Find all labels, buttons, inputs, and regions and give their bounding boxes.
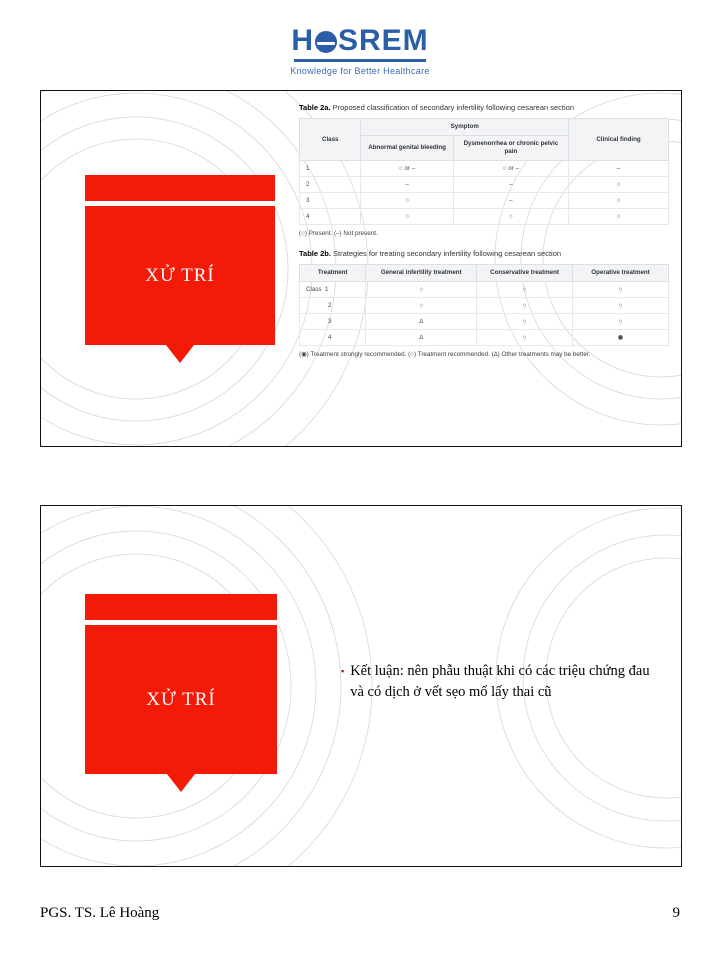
table-row [300,282,669,298]
cell: ○ [573,298,669,314]
table-2a [299,118,669,225]
cell: ○ [477,298,573,314]
cell: 2 [300,177,361,193]
cell: ○ [453,209,568,225]
logo-text-right: SREM [337,24,429,57]
table-row [300,298,669,314]
cell: ○ [477,330,573,346]
cell: – [453,193,568,209]
cell: 3 [300,314,366,330]
cell: – [361,177,453,193]
cell: 2 [300,298,366,314]
table-2a-header-clinical: Clinical finding [569,119,669,161]
table-2b-caption-label: Table 2b. [299,249,331,259]
footer-author: PGS. TS. Lê Hoàng [40,905,160,921]
page-footer [40,905,680,922]
table-2a-caption-text: Proposed classification of secondary infertility following cesarean section [330,103,575,112]
cell: ○ or – [361,161,453,177]
hosrem-logo [291,26,428,62]
cell-class-1 [300,282,366,298]
slide-2-title-banner [85,594,277,774]
cell: ○ [477,314,573,330]
table-2a-header-symptom: Symptom [361,119,569,136]
cell: – [453,177,568,193]
table-2b [299,264,669,346]
cell: ○ [573,282,669,298]
slide-1-title: XỬ TRÍ [145,264,215,286]
cell: ○ [361,209,453,225]
slide-2-title: XỬ TRÍ [146,688,216,710]
banner-body [85,206,275,345]
slide-1-figure [299,103,669,370]
logo-text-left: H [291,24,314,57]
logo-underline [294,59,426,62]
table-2b-header-general: General infertility treatment [366,265,477,282]
table-row [300,330,669,346]
cell: 4 [300,209,361,225]
bullet-square-icon: ▪ [341,666,345,676]
table-2b-header-operative: Operative treatment [573,265,669,282]
slide-1-banner-tail [166,345,194,363]
slide-2 [40,505,682,867]
table-row [300,314,669,330]
cell: 1 [300,161,361,177]
banner-top-bar [85,175,275,201]
slide-2-banner-tail [167,774,195,792]
table-2a-caption [299,103,669,113]
cell: ○ [569,193,669,209]
footer-page-number: 9 [672,905,680,921]
table-2b-header-treatment: Treatment [300,265,366,282]
table-row [300,177,669,193]
cell: – [569,161,669,177]
cell: ○ [569,209,669,225]
table-2a-subheader-pain: Dysmenorrhea or chronic pelvic pain [453,136,568,161]
cell: ○ [361,193,453,209]
slide-1 [40,90,682,447]
cell: ∆ [366,330,477,346]
table-2a-caption-label: Table 2a. [299,103,331,112]
cell: ○ [477,282,573,298]
table-2a-header-row [300,119,669,136]
cell: ○ [366,282,477,298]
table-2a-note: (○) Present. (–) Not present. [299,230,378,238]
cell: ○ [366,298,477,314]
bullet-text: Kết luận: nên phẫu thuật khi có các triệu chứng đau và có dịch ở vết sẹo mổ lấy thai cũ [350,663,650,701]
table-2b-header-conservative: Conservative treatment [477,265,573,282]
table-row [300,161,669,177]
slide-2-content [341,661,661,703]
cell: 3 [300,193,361,209]
table-2a-subheader-bleeding: Abnormal genital bleeding [361,136,453,161]
table-2b-note: (◉) Treatment strongly recommended. (○) Treatment recommended. (∆) Other treatments may be better. [299,351,591,359]
page-header [0,0,720,76]
logo-tagline: Knowledge for Better Healthcare [290,66,430,76]
slide-1-title-banner [85,175,275,345]
banner-body [85,625,277,774]
cell-value: 1 [324,286,329,294]
table-2b-caption-text: Strategies for treating secondary infertility following cesarean section [330,249,562,259]
banner-top-bar [85,594,277,620]
cell: ○ or – [453,161,568,177]
table-2a-header-class: Class [300,119,361,161]
globe-icon [315,31,337,53]
table-row [300,193,669,209]
cell: 4 [300,330,366,346]
cell: ○ [573,314,669,330]
bullet-item [341,661,661,703]
table-2b-caption [299,249,669,259]
cell: ∆ [366,314,477,330]
cell: ◉ [573,330,669,346]
table-2b-header-row [300,265,669,282]
table-row [300,209,669,225]
row-group-label: Class [306,286,322,294]
cell: ○ [569,177,669,193]
